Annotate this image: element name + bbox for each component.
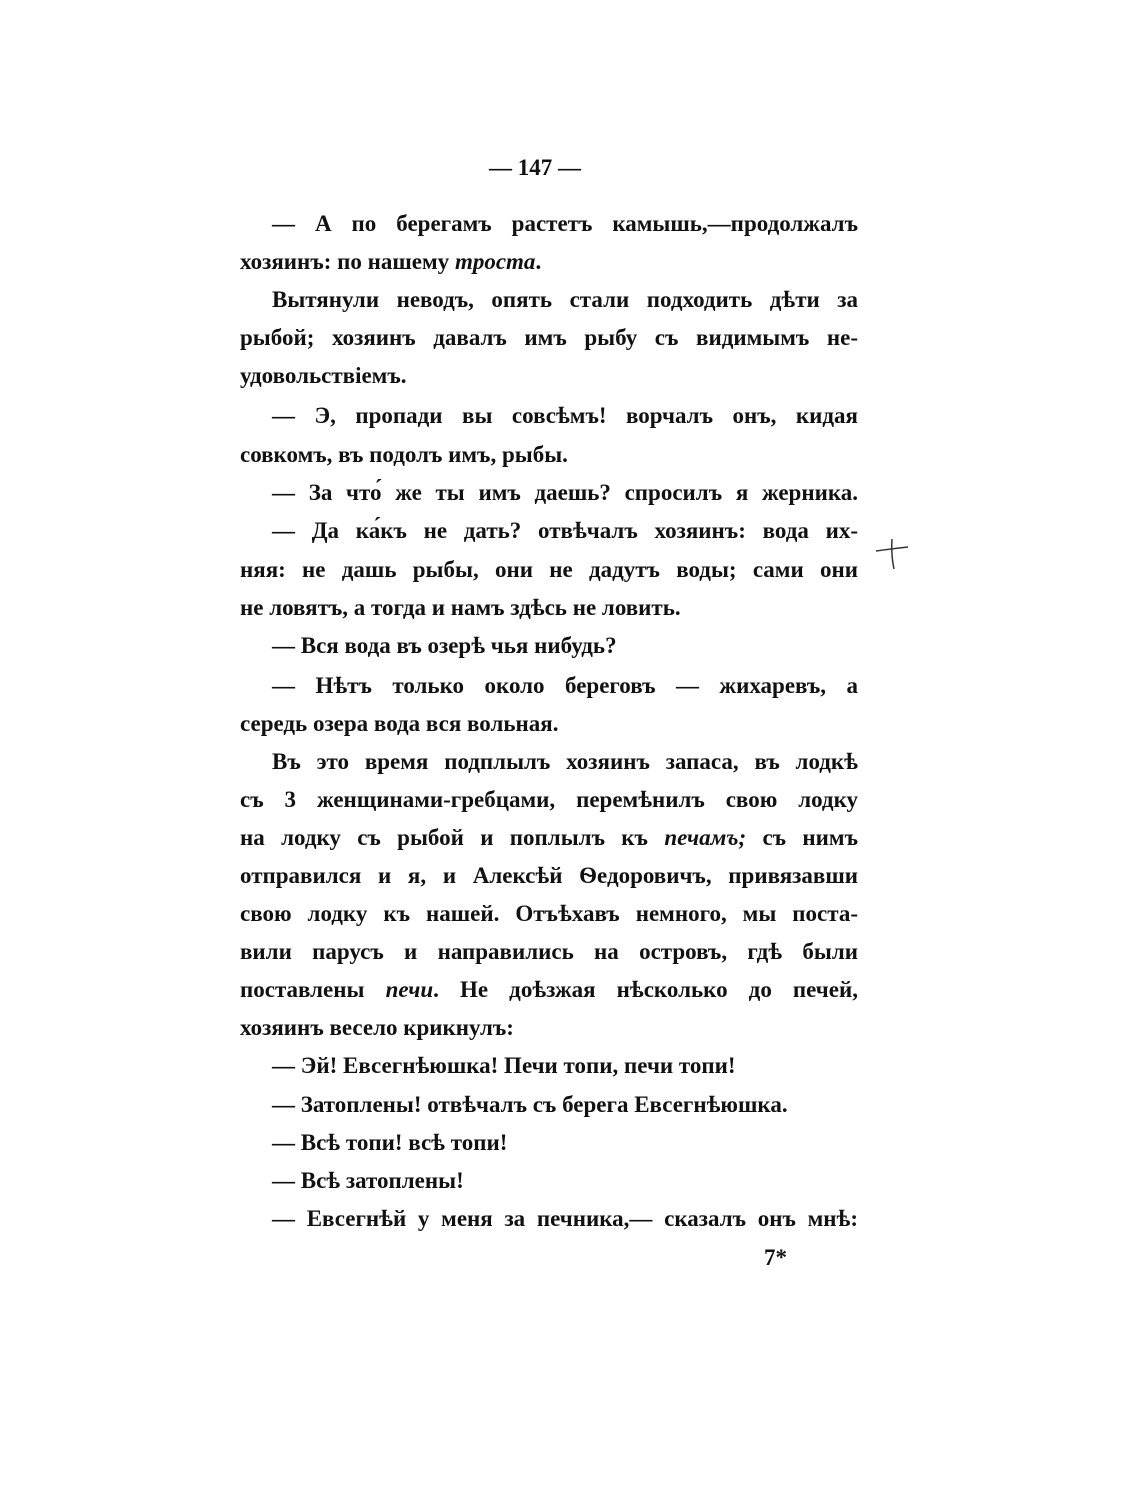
text-segment: няя: не дашь рыбы, они не дадутъ воды; сами они: [240, 557, 858, 582]
text-line: [240, 710, 858, 738]
signature-mark: 7*: [764, 1245, 787, 1270]
text-segment: середь озера вода вся вольная.: [240, 711, 559, 736]
page-number: — 147 —: [489, 155, 581, 180]
italic-term: троста: [454, 249, 536, 274]
text-line: [240, 976, 858, 1004]
text-segment: рыбой; хозяинъ давалъ имъ рыбу съ видимымъ не-: [240, 325, 858, 350]
text-line: [272, 286, 858, 314]
text-line: [240, 862, 858, 890]
text-line: [240, 1014, 858, 1042]
text-segment: съ нимъ: [746, 825, 858, 850]
text-line: [240, 900, 858, 928]
text-line: [272, 479, 858, 507]
text-line: [272, 1205, 858, 1233]
text-segment: на лодку съ рыбой и поплылъ къ: [240, 825, 665, 850]
italic-term: печамъ;: [664, 825, 747, 850]
text-segment: — А по берегамъ растетъ камышь,—продолжалъ: [272, 211, 858, 236]
text-line: [240, 556, 858, 584]
text-segment: отправился и я, и Алексѣй Ѳедоровичъ, привязавши: [240, 863, 858, 888]
text-segment: Въ это время подплылъ хозяинъ запаса, въ лодкѣ: [272, 749, 858, 774]
text-line: [240, 362, 858, 390]
text-line: [272, 632, 858, 660]
text-line: [272, 1129, 858, 1157]
text-line: [240, 441, 858, 469]
text-segment: удовольствіемъ.: [240, 363, 407, 388]
text-line: [272, 1167, 858, 1195]
text-line: [272, 210, 858, 238]
text-line: [240, 248, 858, 276]
text-segment: поставлены: [240, 977, 386, 1002]
text-line: [240, 324, 858, 352]
text-segment: — Евсегнѣй у меня за печника,— сказалъ онъ мнѣ:: [272, 1206, 858, 1231]
text-segment: . Не доѣзжая нѣсколько до печей,: [433, 977, 858, 1002]
text-line: [272, 748, 858, 776]
text-line: [272, 517, 858, 545]
text-segment: — Всѣ затоплены!: [272, 1168, 464, 1193]
pen-mark-icon: [872, 535, 912, 575]
text-segment: съ 3 женщинами-гребцами, перемѣнилъ свою лодку: [240, 787, 858, 812]
text-line: [272, 1091, 858, 1119]
text-segment: — Да ка́къ не дать? отвѣчалъ хозяинъ: вода их-: [272, 518, 858, 543]
text-line: [240, 594, 858, 622]
text-line: [272, 1052, 858, 1080]
text-segment: — Затоплены! отвѣчалъ съ берега Евсегнѣюшка.: [272, 1092, 788, 1117]
text-segment: — Нѣтъ только около береговъ — жихаревъ, а: [272, 673, 858, 698]
text-line: [272, 672, 858, 700]
text-segment: — Всѣ топи! всѣ топи!: [272, 1130, 508, 1155]
text-segment: — Вся вода въ озерѣ чья нибудь?: [272, 633, 617, 658]
text-segment: не ловятъ, а тогда и намъ здѣсь не ловить.: [240, 595, 681, 620]
text-segment: .: [535, 249, 542, 274]
text-segment: хозяинъ: по нашему: [240, 249, 455, 274]
text-segment: — За что́ же ты имъ даешь? спросилъ я жерника.: [272, 480, 858, 505]
text-segment: — Эй! Евсегнѣюшка! Печи топи, печи топи!: [272, 1053, 736, 1078]
text-segment: вили парусъ и направились на островъ, гдѣ были: [240, 939, 858, 964]
text-segment: свою лодку къ нашей. Отъѣхавъ немного, мы поста-: [240, 901, 858, 926]
text-segment: хозяинъ весело крикнулъ:: [240, 1015, 514, 1040]
text-line: [240, 786, 858, 814]
text-segment: Вытянули неводъ, опять стали подходить дѣти за: [272, 287, 858, 312]
text-line: [240, 824, 858, 852]
text-segment: — Э, пропади вы совсѣмъ! ворчалъ онъ, кидая: [272, 403, 858, 428]
text-line: [240, 938, 858, 966]
italic-term: печи: [385, 977, 434, 1002]
text-line: [272, 402, 858, 430]
text-segment: совкомъ, въ подолъ имъ, рыбы.: [240, 442, 568, 467]
